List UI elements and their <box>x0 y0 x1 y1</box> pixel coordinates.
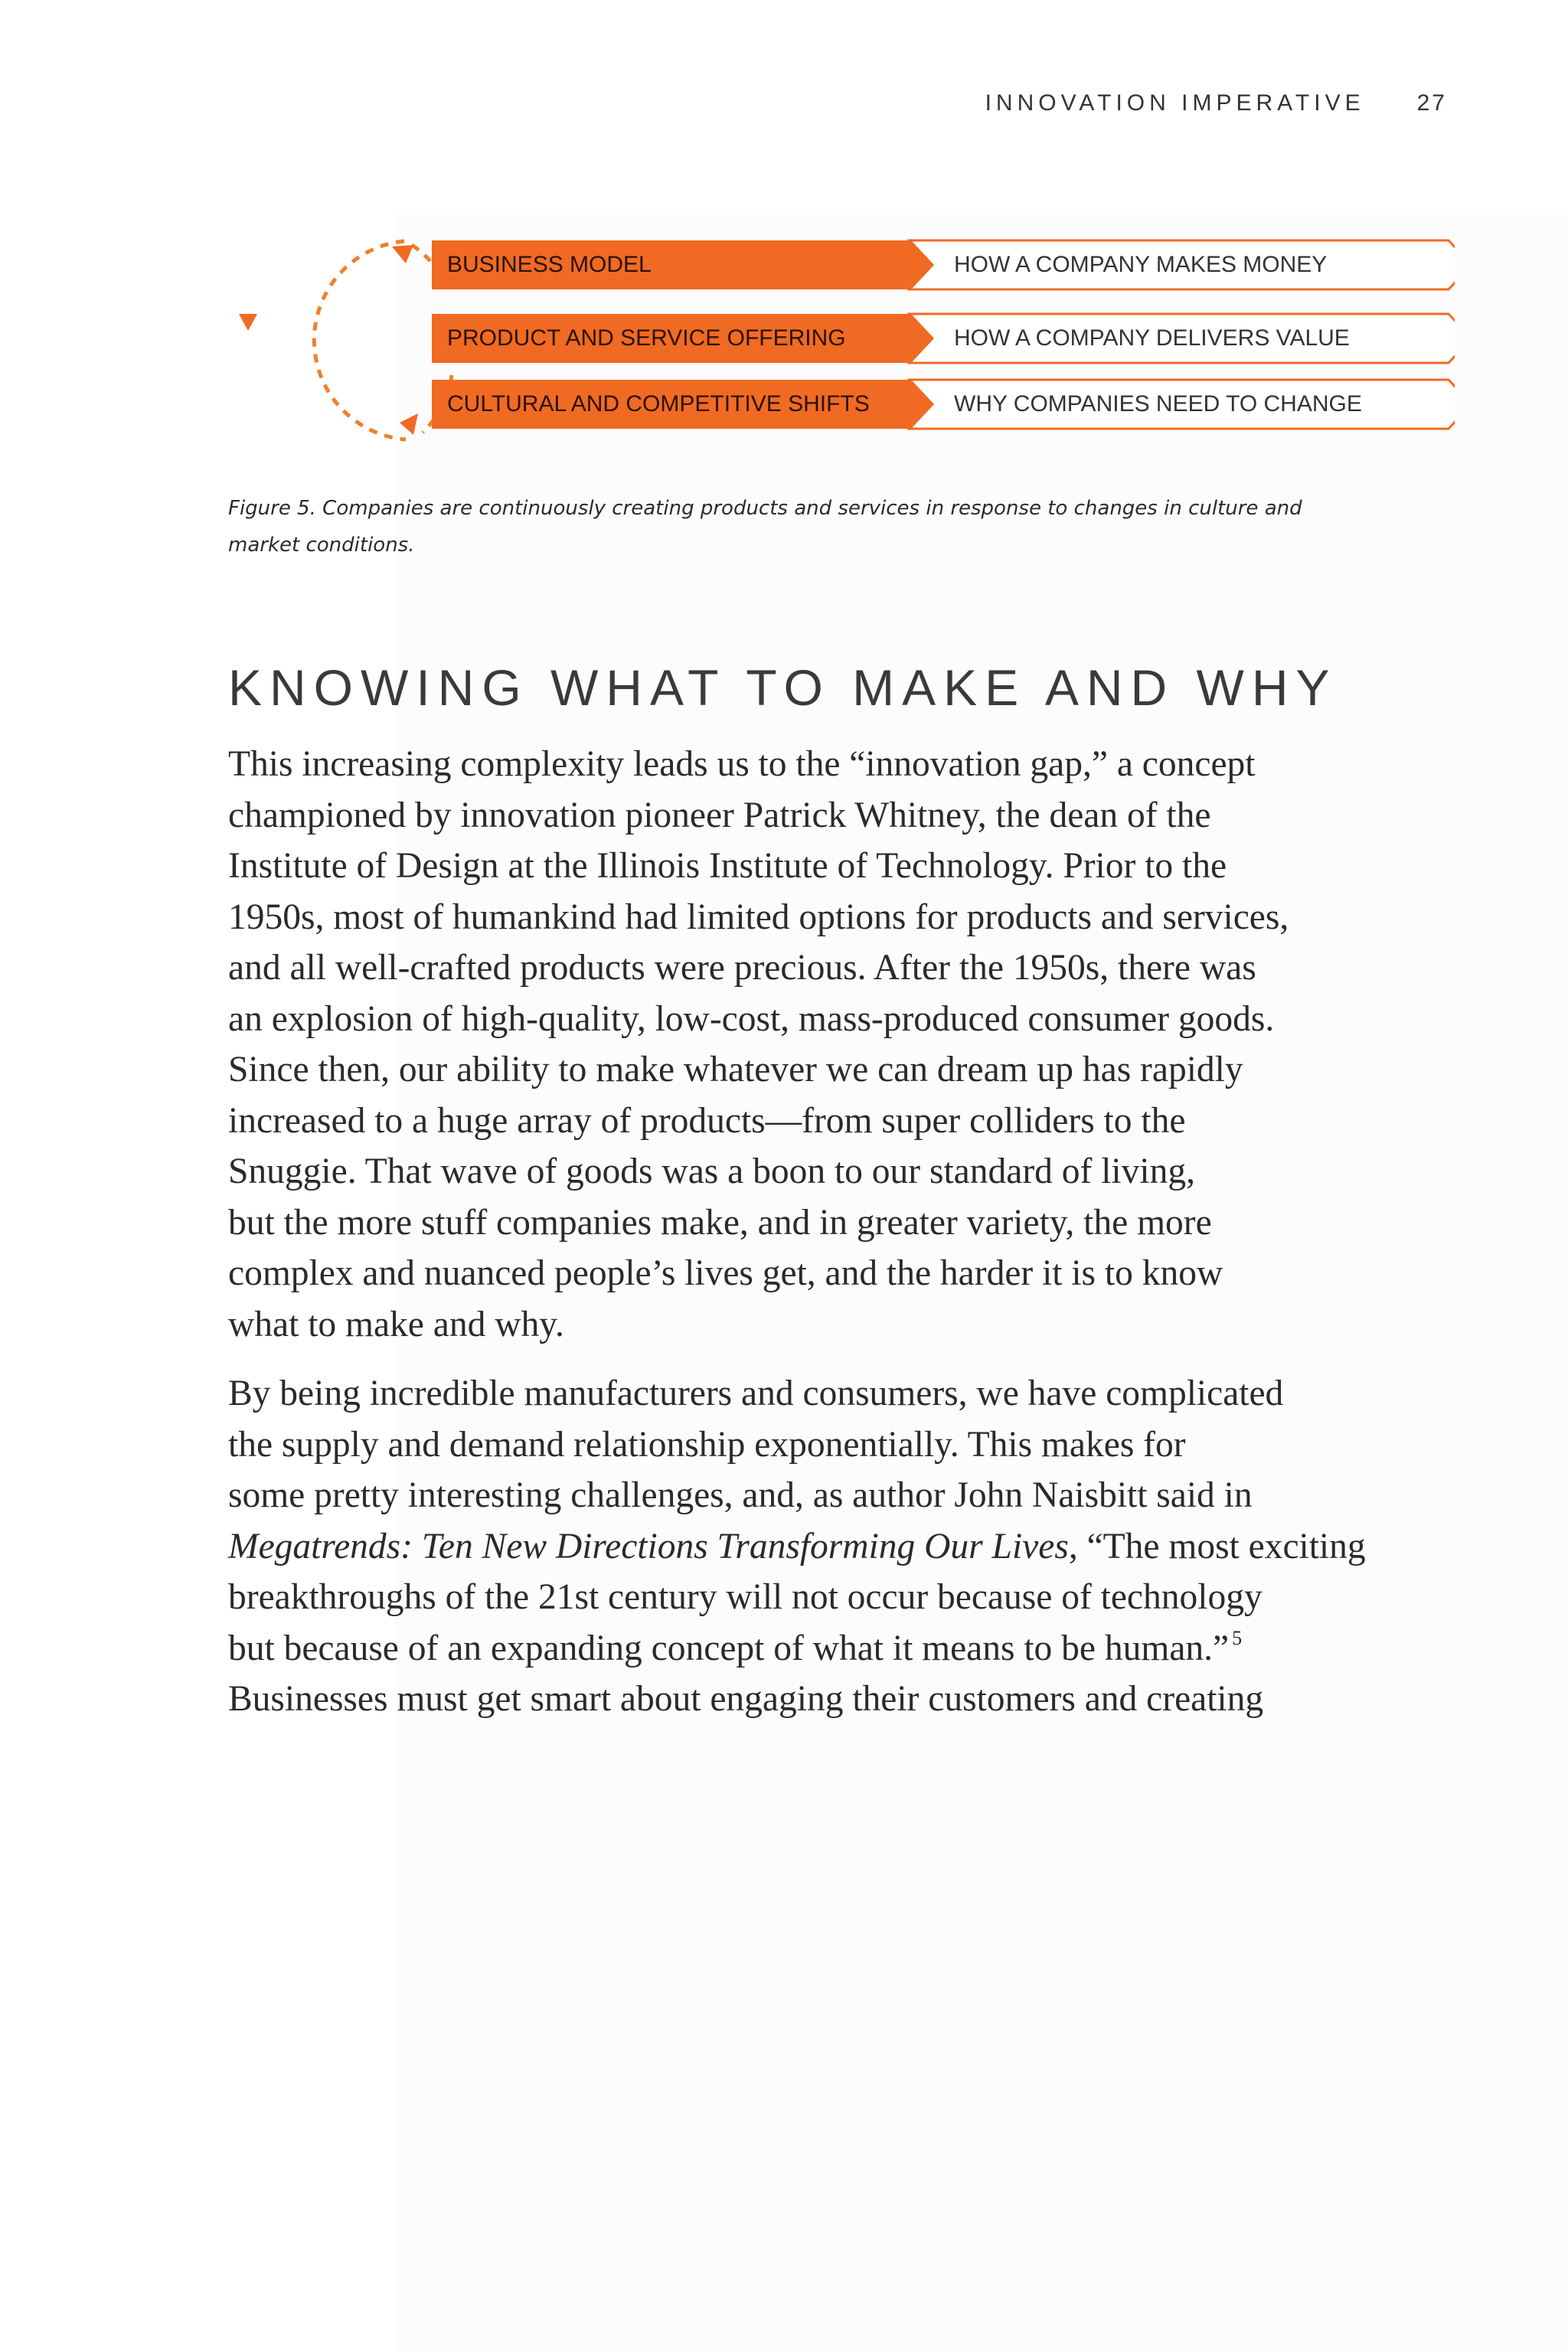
row2-left-label: PRODUCT AND SERVICE OFFERING <box>447 325 846 351</box>
arrowhead-bottom-icon <box>400 413 418 435</box>
paragraph-line <box>228 1623 1468 1674</box>
paragraph-1 <box>228 739 1468 1350</box>
paragraph-line: By being incredible manufacturers and consumers, we have complicated <box>228 1374 1284 1413</box>
paragraph-line: This increasing complexity leads us to the “innovation gap,” a concept <box>228 744 1256 784</box>
quote-start: , “The most exciting <box>1068 1526 1366 1566</box>
book-title: Megatrends: Ten New Directions Transforming Our Lives <box>228 1526 1069 1566</box>
paragraph-line: Institute of Design at the Illinois Institute of Technology. Prior to the <box>228 846 1227 886</box>
paragraph-line: Businesses must get smart about engaging their customers and creating <box>228 1679 1264 1719</box>
paragraph-line: Snuggie. That wave of goods was a boon to our standard of living, <box>228 1152 1195 1191</box>
dashed-cycle-arc <box>314 241 406 439</box>
paragraph-line: complex and nuanced people’s lives get, and the harder it is to know <box>228 1253 1223 1293</box>
paragraph-line: an explosion of high-quality, low-cost, mass-produced consumer goods. <box>228 998 1275 1039</box>
footnote-reference: 5 <box>1232 1626 1243 1649</box>
paragraph-line: breakthroughs of the 21st century will not occur because of technology <box>228 1577 1263 1617</box>
section-heading: KNOWING WHAT TO MAKE AND WHY <box>228 659 1338 716</box>
paragraph-line: increased to a huge array of products—from super colliders to the <box>228 1100 1186 1141</box>
page-number: 27 <box>1416 90 1447 116</box>
caption-line-2: market conditions. <box>228 534 415 557</box>
caption-line-1: Figure 5. Companies are continuously creating products and services in response to changes in culture and <box>228 497 1302 520</box>
paragraph-2 <box>228 1368 1468 1725</box>
row3-left-label: CULTURAL AND COMPETITIVE SHIFTS <box>447 391 870 416</box>
paragraph-line: Since then, our ability to make whatever we can dream up has rapidly <box>228 1050 1243 1089</box>
row1-right-label: HOW A COMPANY MAKES MONEY <box>954 252 1328 277</box>
paragraph-line: championed by innovation pioneer Patrick Whitney, the dean of the <box>228 795 1211 835</box>
paragraph-line <box>228 1521 1468 1573</box>
figure-5-diagram <box>230 222 1455 459</box>
running-header <box>842 90 1447 116</box>
paragraph-line: and all well-crafted products were precious. After the 1950s, there was <box>228 948 1256 988</box>
paragraph-line: but the more stuff companies make, and in greater variety, the more <box>228 1202 1212 1243</box>
body-text <box>228 739 1468 1725</box>
row2-right-label: HOW A COMPANY DELIVERS VALUE <box>954 325 1350 351</box>
running-title: INNOVATION IMPERATIVE <box>985 90 1365 116</box>
paragraph-line: 1950s, most of humankind had limited options for products and services, <box>228 897 1289 937</box>
paragraph-line: what to make and why. <box>228 1304 564 1344</box>
arrowhead-left-icon <box>239 314 257 331</box>
row3-right-label: WHY COMPANIES NEED TO CHANGE <box>954 391 1362 416</box>
paragraph-line: some pretty interesting challenges, and, as author John Naisbitt said in <box>228 1475 1253 1515</box>
row1-left-label: BUSINESS MODEL <box>447 252 652 277</box>
figure-caption <box>228 490 1453 564</box>
quote-end: but because of an expanding concept of what it means to be human.” <box>228 1628 1230 1668</box>
paragraph-line: the supply and demand relationship exponentially. This makes for <box>228 1424 1186 1465</box>
arrowhead-top-icon <box>392 245 413 263</box>
